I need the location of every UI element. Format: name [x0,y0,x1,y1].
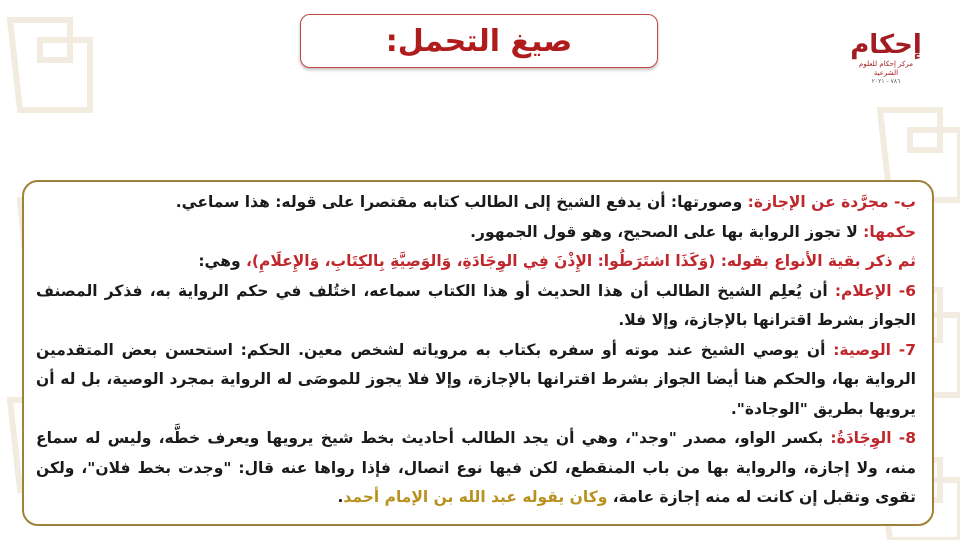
paragraph-lead: 7- الوصية: [833,340,916,359]
paragraph-lead: ب- مجرَّدة عن الإجازة: [747,193,916,211]
paragraph-highlight: وكان يقوله عبد الله بن الإمام أحمد [343,488,613,506]
logo-small-text: ٧٨٦ - ٢٠٢١ [871,78,901,85]
paragraph-text: أن يوصي الشيخ عند موته أو سفره بكتاب به مروياته لشخص معين. الحكم: استحسن بعض المتقدمين الرواية بها، والحكم هنا أيضا الجواز بشرط اقترانها بالإجازة، وإلا فلا يجوز للموصَى له الرواية بمجرد الوصية، بل له أن يرويها بطريق "الوجادة". [36,340,916,418]
paragraph-text: وصورتها: أن يدفع الشيخ إلى الطالب كتابه مقتصرا على قوله: هذا سماعي. [175,193,748,211]
paragraph-ilam [36,277,916,336]
paragraph-lead: ثم ذكر بقية الأنواع بقوله: (وَكَذَا اشتَرَطُوا: الإِذْنَ فِي الوِجَادَةِ، وَالوَصِيَّةِ بِالكِتَابِ، وَالإِعلَامِ)، [246,252,916,270]
logo-mark: إحكام [850,30,922,60]
paragraph-text: بكسر الواو، مصدر "وجد"، وهي أن يجد الطالب أحاديث بخط شيخ يرويها ويعرف خطَّه، وليس له سماع منه، ولا إجازة، والرواية بها من باب المنقطع، لكن فيها نوع اتصال، فإذا رواها عنه قال: "وجدت بخط فلان"، ولكن تقوى وتقبل إن كانت له منه إجازة عامة، [36,429,916,506]
paragraph-lead: 6- الإعلام: [834,281,916,300]
slide-title-box [300,14,658,68]
slide-title: صيغ التحمل: [385,23,573,59]
content-box [22,180,934,526]
paragraph-remaining-types [36,247,916,277]
paragraph-end: . [337,488,344,506]
paragraph-wasiyya [36,336,916,425]
paragraph-hukm [36,218,916,248]
paragraph-wijada [36,424,916,513]
logo-subtitle: مركز إحكام للعلوم الشرعية [859,60,913,77]
brand-logo [846,30,926,94]
paragraph-text: لا تجوز الرواية بها على الصحيح، وهو قول الجمهور. [470,222,864,241]
paragraph-lead: 8- الوِجَادَةُ: [830,429,916,447]
paragraph-lead: حكمها: [863,222,916,241]
paragraph-mujarrada [36,188,916,218]
paragraph-text: أن يُعلِم الشيخ الطالب أن هذا الحديث أو هذا الكتاب سماعه، اختُلف في حكم الرواية به، فذكر المصنف الجواز بشرط اقترانها بالإجازة، وإلا فلا. [36,281,916,329]
paragraph-text: وهي: [198,252,247,270]
